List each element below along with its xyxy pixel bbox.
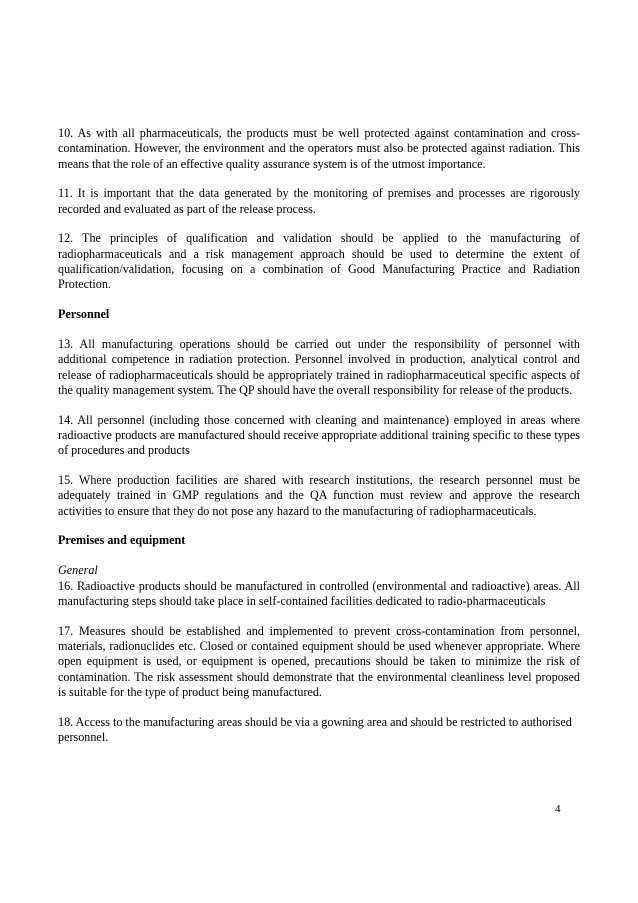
paragraph-16: 16. Radioactive products should be manufactured in controlled (environmental and radioactive) areas. All manufacturing steps should take place in self-contained facilities dedicated to radio-pharmaceuticals xyxy=(58,578,580,608)
paragraph-14: 14. All personnel (including those concerned with cleaning and maintenance) employed in areas where radioactive products are manufactured should receive appropriate additional training specific to these types of procedures and products xyxy=(58,412,580,458)
page-number: 4 xyxy=(555,803,561,815)
section-heading-personnel: Personnel xyxy=(58,307,110,322)
paragraph-11: 11. It is important that the data generated by the monitoring of premises and processes are rigorously recorded and evaluated as part of the release process. xyxy=(58,186,580,216)
paragraph-18: 18. Access to the manufacturing areas should be via a gowning area and should be restricted to authorised personnel. xyxy=(58,714,572,744)
paragraph-12: 12. The principles of qualification and validation should be applied to the manufacturing of radiopharmaceuticals and a risk management approach should be used to determine the extent of qualification/validation, focusing on a combination of Good Manufacturing Practice and Radiation Protection. xyxy=(58,231,580,292)
paragraph-17: 17. Measures should be established and implemented to prevent cross-contamination from personnel, materials, radionuclides etc. Closed or contained equipment should be used whenever appropriate. Where open equipment is used, or equipment is opened, precautions should be taken to minimize the risk of contamination. The risk assessment should demonstrate that the environmental cleanliness level proposed is suitable for the type of product being manufactured. xyxy=(58,623,580,699)
subheading-general: General xyxy=(58,563,98,578)
document-body xyxy=(58,126,580,760)
section-heading-premises: Premises and equipment xyxy=(58,533,186,548)
paragraph-15: 15. Where production facilities are shared with research institutions, the research personnel must be adequately trained in GMP regulations and the QA function must review and approve the research activities to ensure that they do not pose any hazard to the manufacturing of radiopharmaceuticals. xyxy=(58,473,580,518)
paragraph-13: 13. All manufacturing operations should be carried out under the responsibility of personnel with additional competence in radiation protection. Personnel involved in production, analytical control and release of radiopharmaceuticals should be appropriately trained in radiopharmaceutical specific aspects of the quality management system. The QP should have the overall responsibility for release of the products. xyxy=(58,336,580,397)
paragraph-10: 10. As with all pharmaceuticals, the products must be well protected against contamination and cross-contamination. However, the environment and the operators must also be protected against radiation. This means that the role of an effective quality assurance system is of the utmost importance. xyxy=(58,126,580,171)
